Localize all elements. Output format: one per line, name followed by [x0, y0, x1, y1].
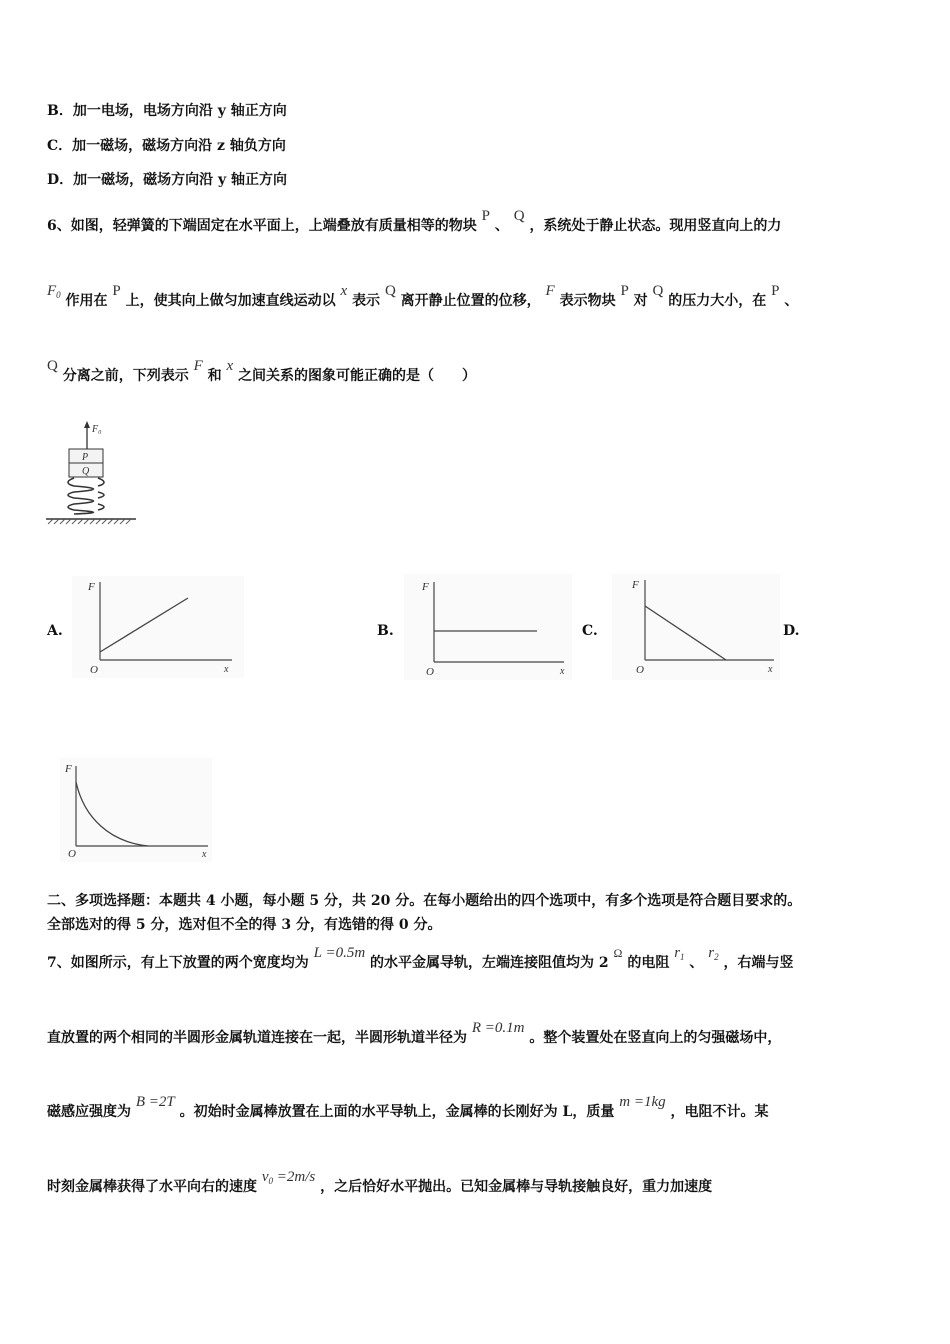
section-2-line-1: 二、多项选择题：本题共 4 小题，每小题 5 分，共 20 分。在每小题给出的四个选项中，有多个选项是符合题目要求的。: [47, 893, 802, 909]
option-d-label[interactable]: D.: [783, 623, 800, 639]
eq-b: B =2T: [135, 1094, 175, 1110]
spring-coil: [68, 478, 94, 514]
graph-b: [404, 574, 572, 680]
graph-d: [60, 758, 212, 862]
option-b-label[interactable]: B.: [377, 623, 394, 639]
r2-symbol: $r_2$: [708, 945, 719, 962]
svg-text:Q: Q: [82, 466, 90, 477]
graph-c: [612, 574, 780, 680]
svg-text:O: O: [426, 666, 434, 678]
svg-text:P: P: [82, 452, 89, 463]
q6-line-3: Q 分离之前，下列表示 F 和 x 之间关系的图象可能正确的是（ ）: [47, 358, 477, 384]
svg-text:F: F: [65, 763, 72, 775]
svg-text:O: O: [90, 664, 98, 676]
f0-symbol: $F_0$: [47, 283, 61, 300]
svg-text:O: O: [636, 664, 644, 676]
graph-a: [72, 576, 244, 678]
option-a-label[interactable]: A.: [47, 623, 63, 639]
svg-text:x: x: [768, 664, 773, 675]
fig-f0-label: F₀: [92, 424, 102, 435]
spring-figure: [44, 418, 144, 530]
q7-line-1: 7、如图所示，有上下放置的两个宽度均为 L =0.5m 的水平金属导轨，左端连接阻值均为 2 Ω 的电阻 $r_1$ 、 $r_2$ ，右端与竖: [47, 945, 794, 971]
q7-line-2: 直放置的两个相同的半圆形金属轨道连接在一起，半圆形轨道半径为 R =0.1m 。整个装置处在竖直向上的匀强磁场中，: [47, 1020, 782, 1046]
q7-line-4: 时刻金属棒获得了水平向右的速度 $v_0 =2m/s$ ，之后恰好水平抛出。已知金属棒与导轨接触良好，重力加速度: [47, 1169, 713, 1195]
eq-r: R =0.1m: [471, 1020, 525, 1036]
section-2-line-2: 全部选对的得 5 分，选对但不全的得 3 分，有选错的得 0 分。: [47, 917, 442, 933]
option-b-prev: B．加一电场，电场方向沿 y 轴正方向: [47, 103, 287, 119]
q6-line-2: $F_0$ 作用在 P 上，使其向上做匀加速直线运动以 x 表示 Q 离开静止位置的位移， F 表示物块 P 对 Q 的压力大小，在 P 、: [47, 283, 799, 309]
svg-text:F: F: [632, 579, 639, 591]
q6-line-1: 6、如图，轻弹簧的下端固定在水平面上，上端叠放有质量相等的物块 P 、 Q ，系统处于静止状态。现用竖直向上的力: [47, 208, 782, 234]
svg-text:O: O: [68, 848, 76, 860]
svg-text:x: x: [202, 849, 207, 860]
eq-m: m =1kg: [619, 1094, 666, 1110]
eq-v0: $v_0 =2m/s$: [261, 1169, 316, 1186]
option-c-label[interactable]: C.: [582, 623, 598, 639]
eq-l: L =0.5m: [313, 945, 366, 961]
svg-text:x: x: [560, 666, 565, 677]
q7-line-3: 磁感应强度为 B =2T 。初始时金属棒放置在上面的水平导轨上，金属棒的长刚好为 L，质量 m =1kg ，电阻不计。某: [47, 1094, 769, 1120]
option-c-prev: C．加一磁场，磁场方向沿 z 轴负方向: [47, 138, 286, 154]
svg-text:x: x: [224, 664, 229, 675]
option-d-prev: D．加一磁场，磁场方向沿 y 轴正方向: [47, 172, 288, 188]
r1-symbol: $r_1$: [674, 945, 685, 962]
svg-text:F: F: [88, 581, 95, 593]
svg-text:F: F: [422, 581, 429, 593]
